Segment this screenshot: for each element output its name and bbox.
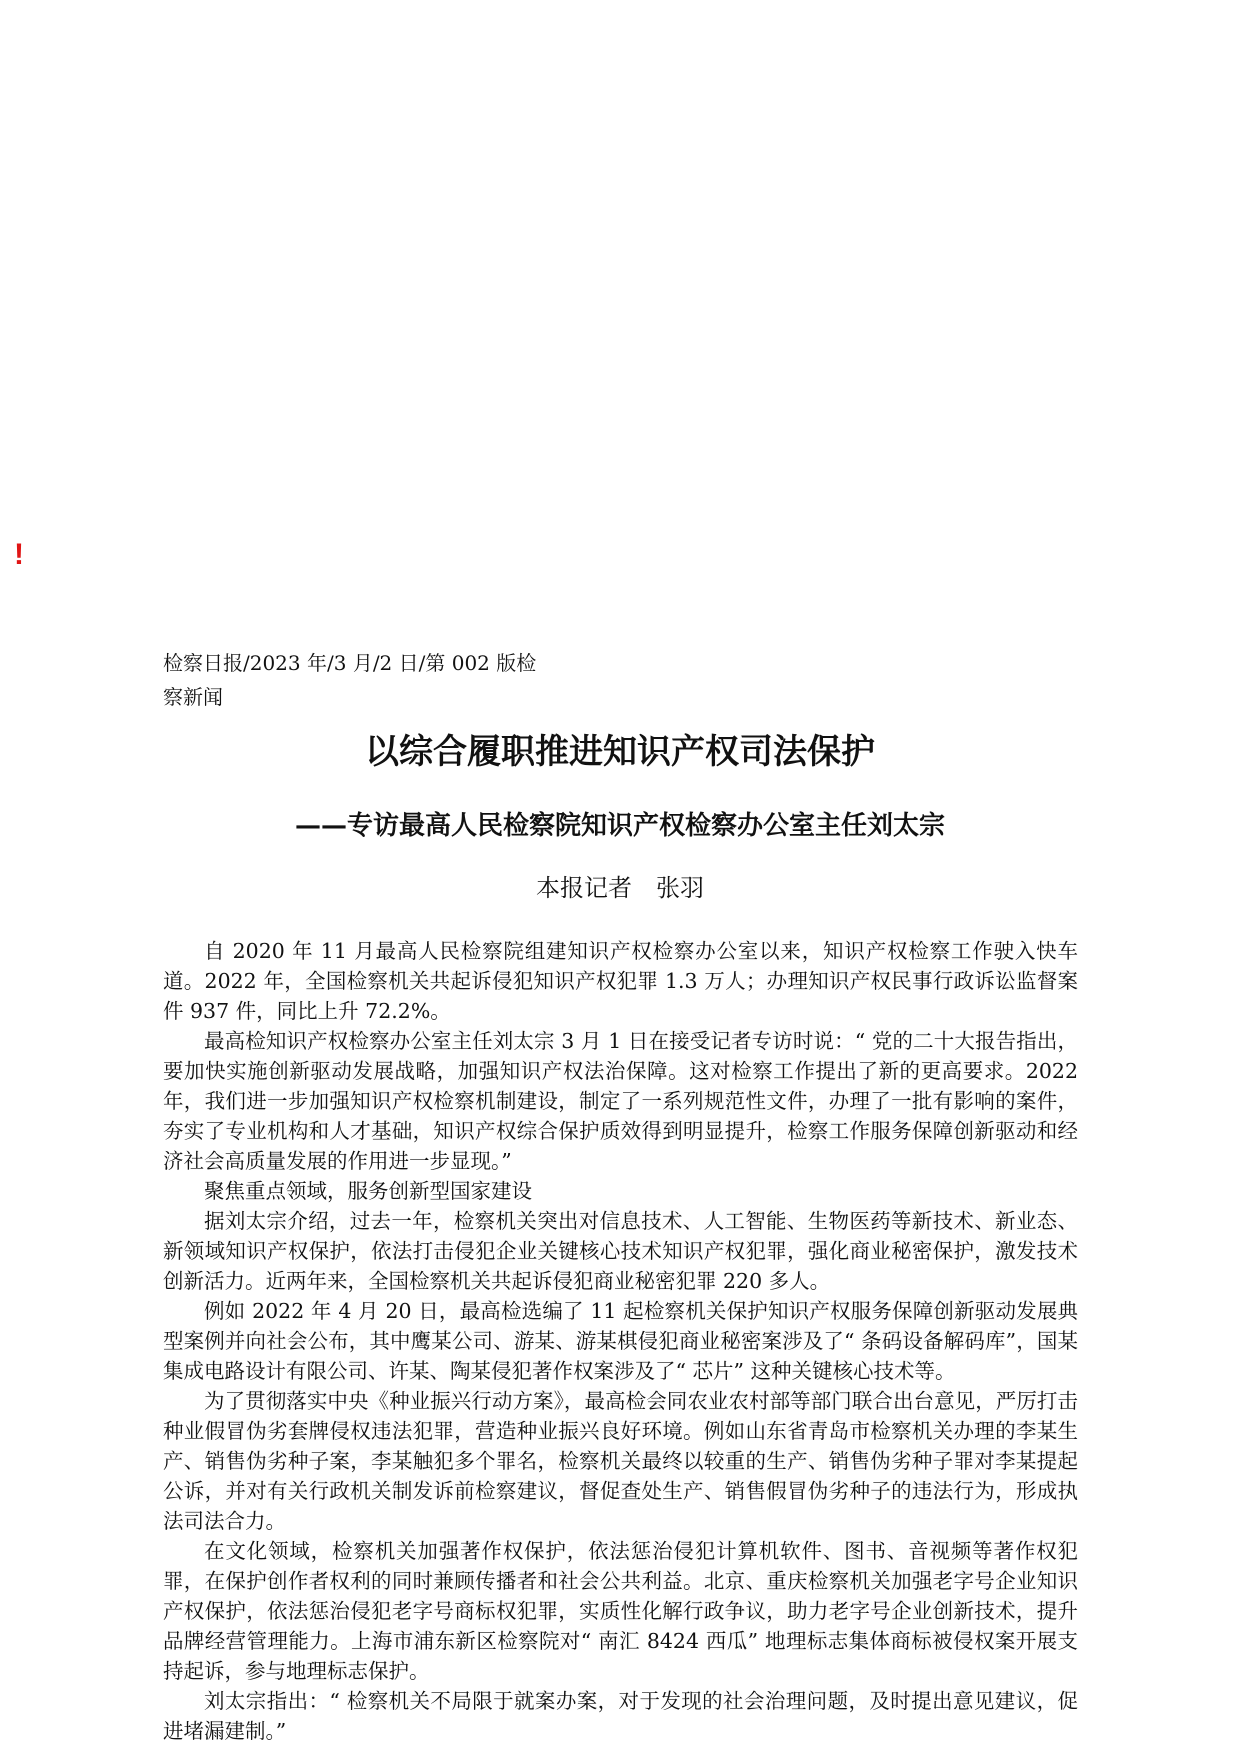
paragraph: 在文化领域，检察机关加强著作权保护，依法惩治侵犯计算机软件、图书、音视频等著作权犯罪，在保护创作者权利的同时兼顾传播者和社会公共利益。北京、重庆检察机关加强老字号企业知识产权保护，依法惩治侵犯老字号商标权犯罪，实质性化解行政争议，助力老字号企业创新技术，提升品牌经营管理能力。上海市浦东新区检察院对“ 南汇 8424 西瓜” 地理标志集体商标被侵权案开展支持起诉，参与地理标志保护。 xyxy=(163,1539,1078,1683)
article-title: 以综合履职推进知识产权司法保护 xyxy=(365,732,875,772)
paragraph: 刘太宗指出：“ 检察机关不局限于就案办案，对于发现的社会治理问题，及时提出意见建议，促进堵漏建制。” xyxy=(163,1689,1078,1743)
dateline: 检察日报/2023 年/3 月/2 日/第 002 版检察新闻 xyxy=(163,651,537,709)
article-body xyxy=(163,936,1078,1746)
byline: 本报记者 张羽 xyxy=(536,874,704,902)
section-heading: 聚焦重点领域，服务创新型国家建设 xyxy=(204,1179,532,1203)
paragraph: 最高检知识产权检察办公室主任刘太宗 3 月 1 日在接受记者专访时说：“ 党的二十大报告指出，要加快实施创新驱动发展战略，加强知识产权法治保障。这对检察工作提出了新的更高要求。2022 年，我们进一步加强知识产权检察机制建设，制定了一系列规范性文件，办理了一批有影响的案件，夯实了专业机构和人才基础，知识产权综合保护质效得到明显提升，检察工作服务保障创新驱动和经济社会高质量发展的作用进一步显现。” xyxy=(163,1029,1078,1173)
paragraph: 为了贯彻落实中央《种业振兴行动方案》，最高检会同农业农村部等部门联合出台意见，严厉打击种业假冒伪劣套牌侵权违法犯罪，营造种业振兴良好环境。例如山东省青岛市检察机关办理的李某生产、销售伪劣种子案，李某触犯多个罪名，检察机关最终以较重的生产、销售伪劣种子罪对李某提起公诉，并对有关行政机关制发诉前检察建议，督促查处生产、销售假冒伪劣种子的违法行为，形成执法司法合力。 xyxy=(163,1389,1078,1533)
warning-mark: ! xyxy=(14,538,24,571)
article-subtitle: ——专访最高人民检察院知识产权检察办公室主任刘太宗 xyxy=(294,811,945,841)
paragraph: 据刘太宗介绍，过去一年，检察机关突出对信息技术、人工智能、生物医药等新技术、新业态、新领域知识产权保护，依法打击侵犯企业关键核心技术知识产权犯罪，强化商业秘密保护，激发技术创新活力。近两年来，全国检察机关共起诉侵犯商业秘密犯罪 220 多人。 xyxy=(163,1209,1078,1293)
paragraph: 例如 2022 年 4 月 20 日，最高检选编了 11 起检察机关保护知识产权服务保障创新驱动发展典型案例并向社会公布，其中鹰某公司、游某、游某棋侵犯商业秘密案涉及了“ 条码设备解码库”，国某集成电路设计有限公司、许某、陶某侵犯著作权案涉及了“ 芯片” 这种关键核心技术等。 xyxy=(163,1299,1078,1383)
paragraph: 自 2020 年 11 月最高人民检察院组建知识产权检察办公室以来，知识产权检察工作驶入快车道。2022 年，全国检察机关共起诉侵犯知识产权犯罪 1.3 万人；办理知识产权民事行政诉讼监督案件 937 件，同比上升 72.2%。 xyxy=(163,939,1078,1023)
